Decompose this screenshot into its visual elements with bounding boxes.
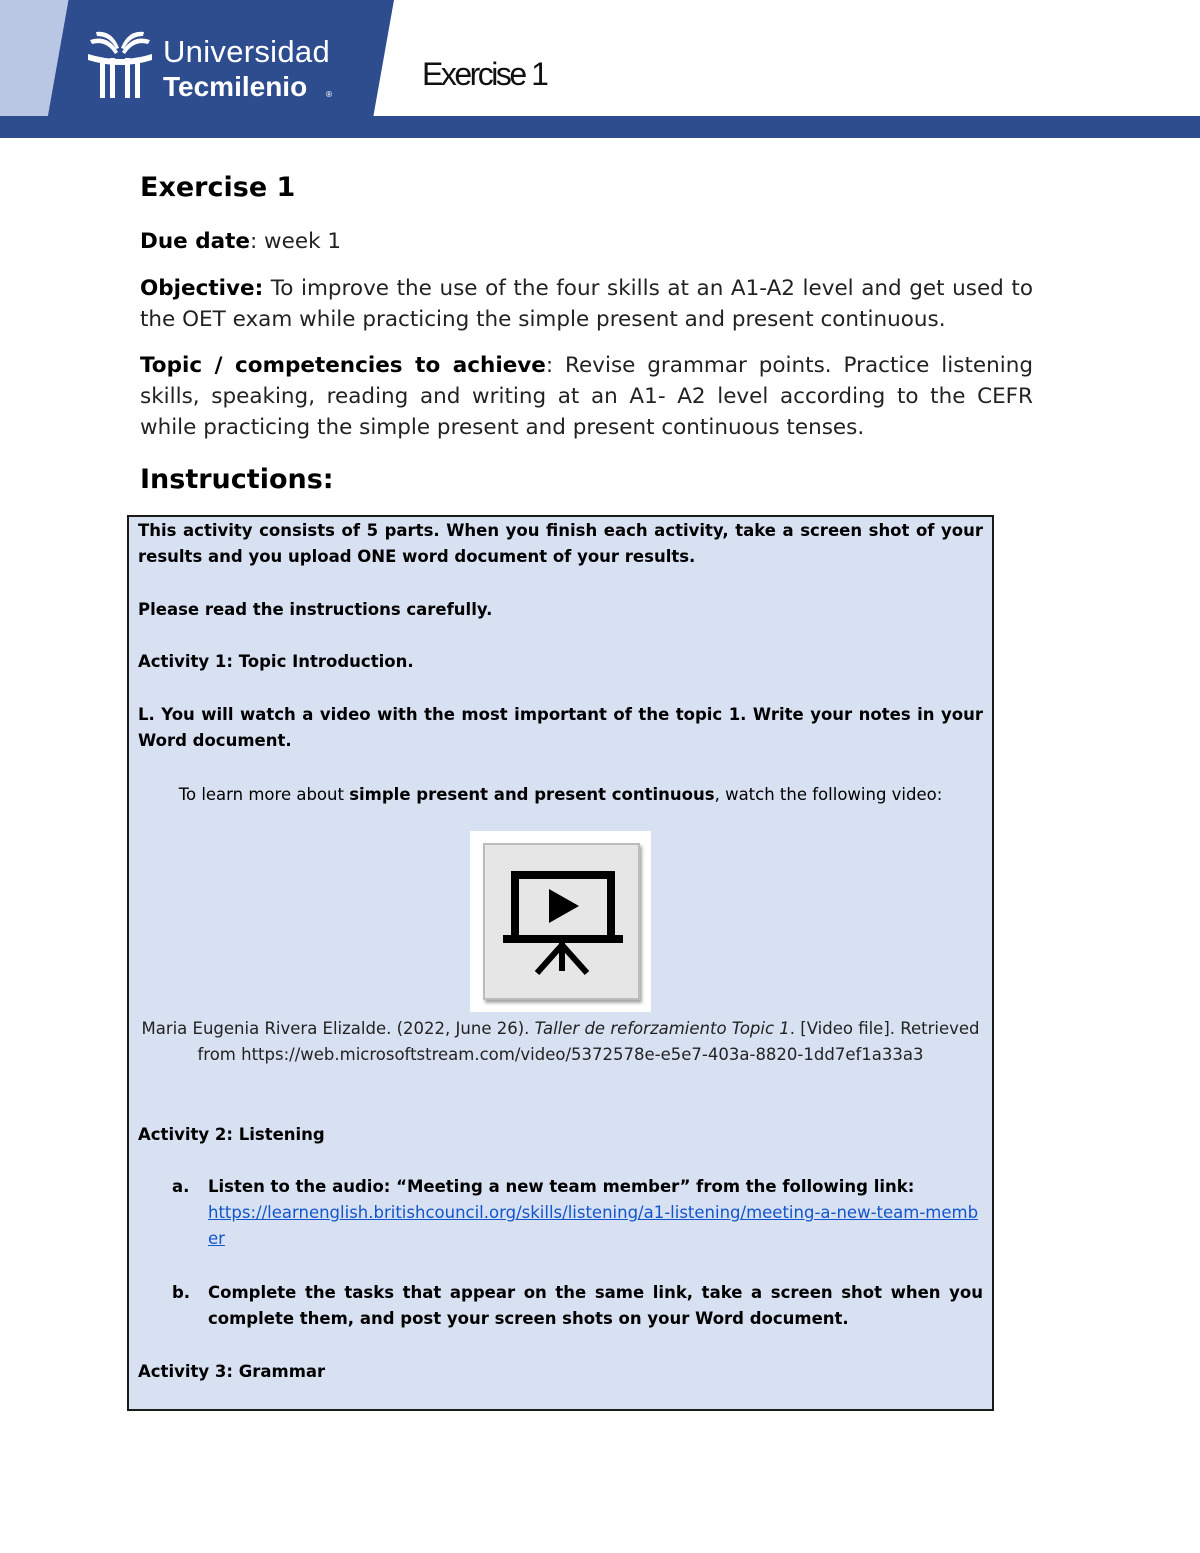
due-date-label: Due date — [140, 229, 250, 254]
box-intro: This activity consists of 5 parts. When you finish each activity, take a screen shot of your results and you upload ONE word document of your results. — [138, 521, 983, 566]
topic-label: Topic / competencies to achieve — [140, 353, 546, 378]
list-marker-b: b. — [172, 1283, 191, 1302]
listening-link[interactable]: https://learnenglish.britishcouncil.org/skills/listening/a1-listening/meeting-a-new-team-member — [208, 1203, 979, 1248]
box-read-carefully: Please read the instructions carefully. — [138, 600, 493, 619]
page-title: Exercise 1 — [140, 172, 296, 203]
list-item-b: Complete the tasks that appear on the same link, take a screen shot when you complete them, and post your screen shots on your Word document. — [208, 1283, 983, 1328]
video-citation — [138, 1016, 983, 1068]
instructions-heading: Instructions: — [140, 464, 334, 495]
objective-text: To improve the use of the four skills at an A1-A2 level and get used to the OET exam while practicing the simple present and present continuous. — [140, 276, 1033, 332]
activity1-item: L. You will watch a video with the most important of the topic 1. Write your notes in your Word document. — [138, 705, 983, 750]
learn-more-topic: simple present and present continuous — [349, 785, 715, 804]
activity1-title: Activity 1: Topic Introduction. — [138, 652, 414, 671]
topic-text: : Revise grammar points. Practice listening skills, speaking, reading and writing at an A1- A2 level according to the CEFR while practicing the simple present and present continuous tenses. — [140, 353, 1033, 440]
citation-rest: . [Video file]. Retrieved from https://web.microsoftstream.com/video/5372578e-e5e7-403a-8820-1dd7ef1a33a3 — [197, 1019, 980, 1064]
tecmilenio-logo-icon — [88, 30, 152, 100]
learn-more-post: , watch the following video: — [714, 785, 943, 804]
logo-text-universidad: Universidad — [163, 34, 330, 69]
item-a-text: Listen to the audio: “Meeting a new team member” from the following link: — [208, 1177, 915, 1196]
video-presentation-icon[interactable] — [485, 845, 638, 998]
video-thumbnail-inner[interactable] — [483, 843, 640, 1000]
list-item-a — [208, 1174, 983, 1252]
due-date-line — [140, 226, 1033, 257]
citation-author: Maria Eugenia Rivera Elizalde. (2022, June 26). — [141, 1019, 535, 1038]
due-date-value: : week 1 — [249, 229, 342, 254]
activity2-title: Activity 2: Listening — [138, 1125, 325, 1144]
logo-registered-mark: ® — [325, 90, 333, 99]
list-marker-a: a. — [172, 1177, 190, 1196]
learn-more-pre: To learn more about — [178, 785, 350, 804]
objective-label: Objective: — [140, 276, 264, 301]
header-title: Exercise 1 — [422, 56, 547, 92]
learn-more-line — [138, 782, 983, 808]
citation-title: Taller de reforzamiento Topic 1 — [534, 1019, 790, 1038]
activity3-title: Activity 3: Grammar — [138, 1362, 326, 1381]
topic-paragraph — [140, 350, 1033, 443]
logo-text-tecmilenio: Tecmilenio — [163, 71, 308, 102]
objective-paragraph — [140, 273, 1033, 335]
